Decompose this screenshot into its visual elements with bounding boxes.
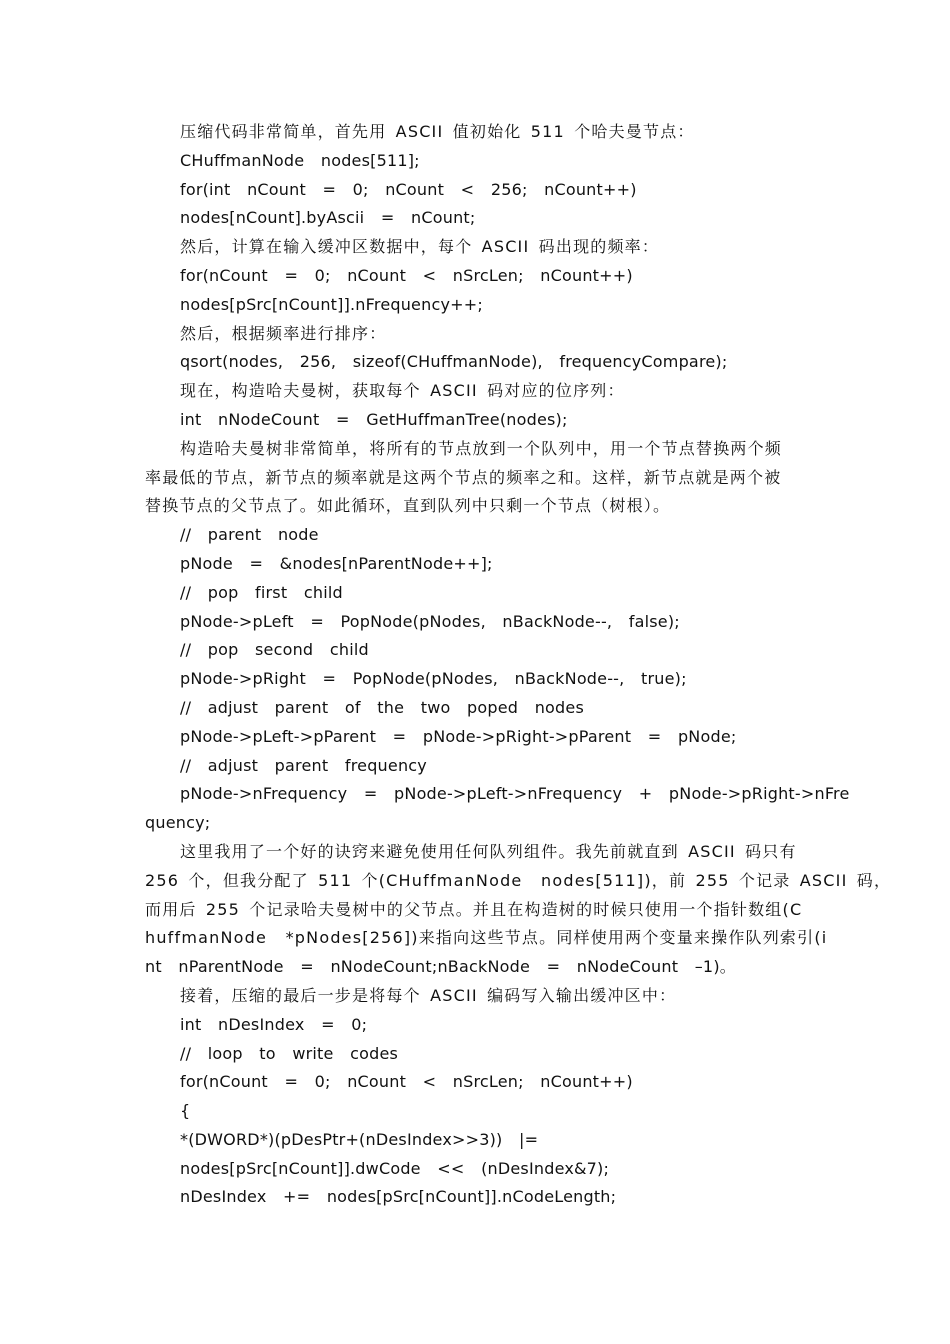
text-line: nodes[pSrc[nCount]].dwCode << (nDesIndex&7); — [180, 1158, 610, 1178]
text-line: 率最低的节点，新节点的频率就是这两个节点的频率之和。这样，新节点就是两个被 — [145, 467, 782, 487]
text-line: 构造哈夫曼树非常简单，将所有的节点放到一个队列中，用一个节点替换两个频 — [180, 438, 783, 458]
text-line: for(nCount = 0; nCount < nSrcLen; nCount++) — [180, 265, 633, 285]
text-line: pNode = &nodes[nParentNode++]; — [180, 553, 493, 573]
text-line: // adjust parent frequency — [180, 755, 427, 775]
text-line: nt nParentNode = nNodeCount;nBackNode = nNodeCount –1)。 — [145, 957, 736, 977]
text-line: nodes[pSrc[nCount]].nFrequency++; — [180, 294, 483, 314]
text-line: nDesIndex += nodes[pSrc[nCount]].nCodeLength; — [180, 1187, 617, 1207]
text-line: 而用后 255 个记录哈夫曼树中的父节点。并且在构造树的时候只使用一个指针数组(C — [145, 899, 803, 919]
text-line: *(DWORD*)(pDesPtr+(nDesIndex>>3)) |= — [180, 1129, 539, 1149]
text-line: pNode->pLeft->pParent = pNode->pRight->pParent = pNode; — [180, 726, 737, 746]
text-line: pNode->pLeft = PopNode(pNodes, nBackNode--, false); — [180, 611, 680, 631]
text-line: 压缩代码非常简单，首先用 ASCII 值初始化 511 个哈夫曼节点： — [180, 122, 695, 141]
text-line: { — [180, 1101, 191, 1121]
text-line: int nDesIndex = 0; — [180, 1014, 368, 1034]
text-line: // adjust parent of the two poped nodes — [180, 697, 584, 717]
text-line: 然后，计算在输入缓冲区数据中，每个 ASCII 码出现的频率： — [180, 237, 660, 257]
text-line: int nNodeCount = GetHuffmanTree(nodes); — [180, 409, 568, 429]
text-line: // pop first child — [180, 582, 343, 602]
text-line: 这里我用了一个好的诀窍来避免使用任何队列组件。我先前就直到 ASCII 码只有 — [180, 841, 797, 861]
text-line: CHuffmanNode nodes[511]; — [180, 150, 420, 170]
text-line: nodes[nCount].byAscii = nCount; — [180, 208, 476, 228]
document-body — [145, 118, 892, 1212]
text-line: // parent node — [180, 525, 319, 545]
text-line: // loop to write codes — [180, 1043, 399, 1063]
text-line: huffmanNode *pNodes[256])来指向这些节点。同样使用两个变量来操作队列索引(i — [145, 928, 828, 948]
text-line: // pop second child — [180, 640, 369, 660]
text-line: 替换节点的父节点了。如此循环，直到队列中只剩一个节点（树根）。 — [145, 496, 671, 516]
text-line: 然后，根据频率进行排序： — [180, 323, 387, 343]
text-line: for(nCount = 0; nCount < nSrcLen; nCount++) — [180, 1072, 633, 1092]
text-line: 接着，压缩的最后一步是将每个 ASCII 编码写入输出缓冲区中： — [180, 985, 677, 1005]
text-line: quency; — [145, 813, 211, 833]
text-line: 现在，构造哈夫曼树，获取每个 ASCII 码对应的位序列： — [180, 381, 625, 401]
text-line: pNode->nFrequency = pNode->pLeft->nFrequency + pNode->pRight->nFre — [180, 784, 850, 804]
text-line: 256 个，但我分配了 511 个(CHuffmanNode nodes[511])，前 255 个记录 ASCII 码， — [145, 870, 892, 890]
text-line: qsort(nodes, 256, sizeof(CHuffmanNode), frequencyCompare); — [180, 352, 728, 372]
text-line: pNode->pRight = PopNode(pNodes, nBackNode--, true); — [180, 669, 687, 689]
text-line: for(int nCount = 0; nCount < 256; nCount++) — [180, 179, 637, 199]
